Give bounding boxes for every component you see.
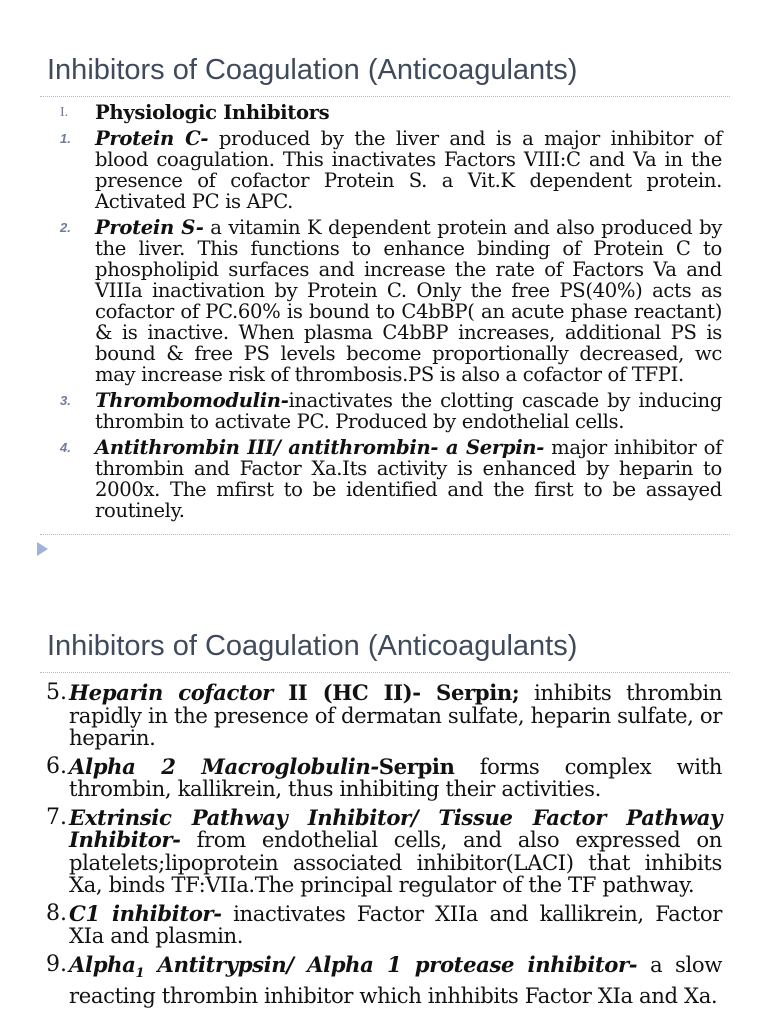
term: Thrombomodulin- [95,389,289,412]
other-inhibitors-list [46,682,722,1008]
term-subscript: 1 [135,965,145,981]
term: Alpha 2 Macroglobulin- [69,753,379,779]
definition: a slow reacting thrombin inhibitor which inhhibits Factor XIa and Xa. [69,951,722,1009]
list-item [60,217,722,385]
play-arrow-icon [37,542,48,556]
list-heading [60,102,722,123]
list-marker: 3. [60,393,71,408]
list-marker: I. [60,105,69,120]
term: C1 inhibitor- [69,900,222,926]
term: Extrinsic Pathway Inhibitor/ Tissue Factor Pathway Inhibitor- [69,804,722,852]
list-marker: 5. [46,680,67,705]
definition: from endothelial cells, and also expressed on platelets;lipoprotein associated inhibitor(LACI) that inhibits Xa, binds TF:VIIa.The principal regulator of the TF pathway. [69,827,722,897]
list-item [60,390,722,432]
definition: forms complex with thrombin, kallikrein, thus inhibiting their activities. [69,753,722,801]
list-marker: 7. [46,804,67,830]
list-item [46,951,722,1009]
definition: inhibits thrombin rapidly in the presence of dermatan sulfate, heparin sulfate, or heparin. [69,680,722,750]
term: Protein S- [95,216,204,239]
slide-2-title: Inhibitors of Coagulation (Anticoagulants) [47,630,578,662]
list-marker: 2. [60,220,71,235]
term-suffix: II (HC II)- Serpin; [272,680,520,705]
term: Alpha [69,951,136,977]
footer-divider [40,534,730,535]
list-marker: 6. [46,753,67,779]
list-marker: 8. [46,900,67,926]
definition: inactivates Factor XIIa and kallikrein, Factor XIa and plasmin. [69,900,722,948]
list-item [60,128,722,212]
slide-1-title: Inhibitors of Coagulation (Anticoagulants) [47,54,578,86]
list-marker: 9. [46,951,67,977]
term: Protein C- [95,127,209,150]
term: Heparin cofactor [69,680,273,705]
physiologic-inhibitors-list [60,102,722,521]
list-marker: 1. [60,131,71,146]
list-item [46,804,722,897]
list-marker: 4. [60,440,71,455]
title-divider [40,672,730,673]
list-item [46,682,722,750]
definition: major inhibitor of thrombin and Factor Xa.Its activity is enhanced by heparin to 2000x. The mfirst to be identified and the first to be assayed routinely. [95,436,723,522]
title-divider [40,96,730,97]
term-suffix: Serpin [378,753,455,779]
section-heading: Physiologic Inhibitors [95,101,330,124]
term-continued: Antitrypsin/ Alpha 1 protease inhibitor- [144,951,638,977]
list-item [46,900,722,948]
definition: inactivates the clotting cascade by inducing thrombin to activate PC. Produced by endothelial cells. [95,389,722,433]
definition: produced by the liver and is a major inhibitor of blood coagulation. This inactivates Factors VIII:C and Va in the presence of cofactor Protein S. a Vit.K dependent protein. Activated PC is APC. [95,127,722,213]
list-item [46,753,722,801]
list-item [60,437,722,521]
definition: a vitamin K dependent protein and also produced by the liver. This functions to enhance binding of Protein C to phospholipid surfaces and increase the rate of Factors Va and VIIIa inactivation by Protein C. Only the free PS(40%) acts as cofactor of PC.60% is bound to C4bBP( an acute phase reactant) & is inactive. When plasma C4bBP increases, additional PS is bound & free PS levels become proportionally decreased, wc may increase risk of thrombosis.PS is also a cofactor of TFPI. [95,216,722,386]
slide-2 [0,600,768,1024]
term: Antithrombin III/ antithrombin- a Serpin- [95,436,544,459]
